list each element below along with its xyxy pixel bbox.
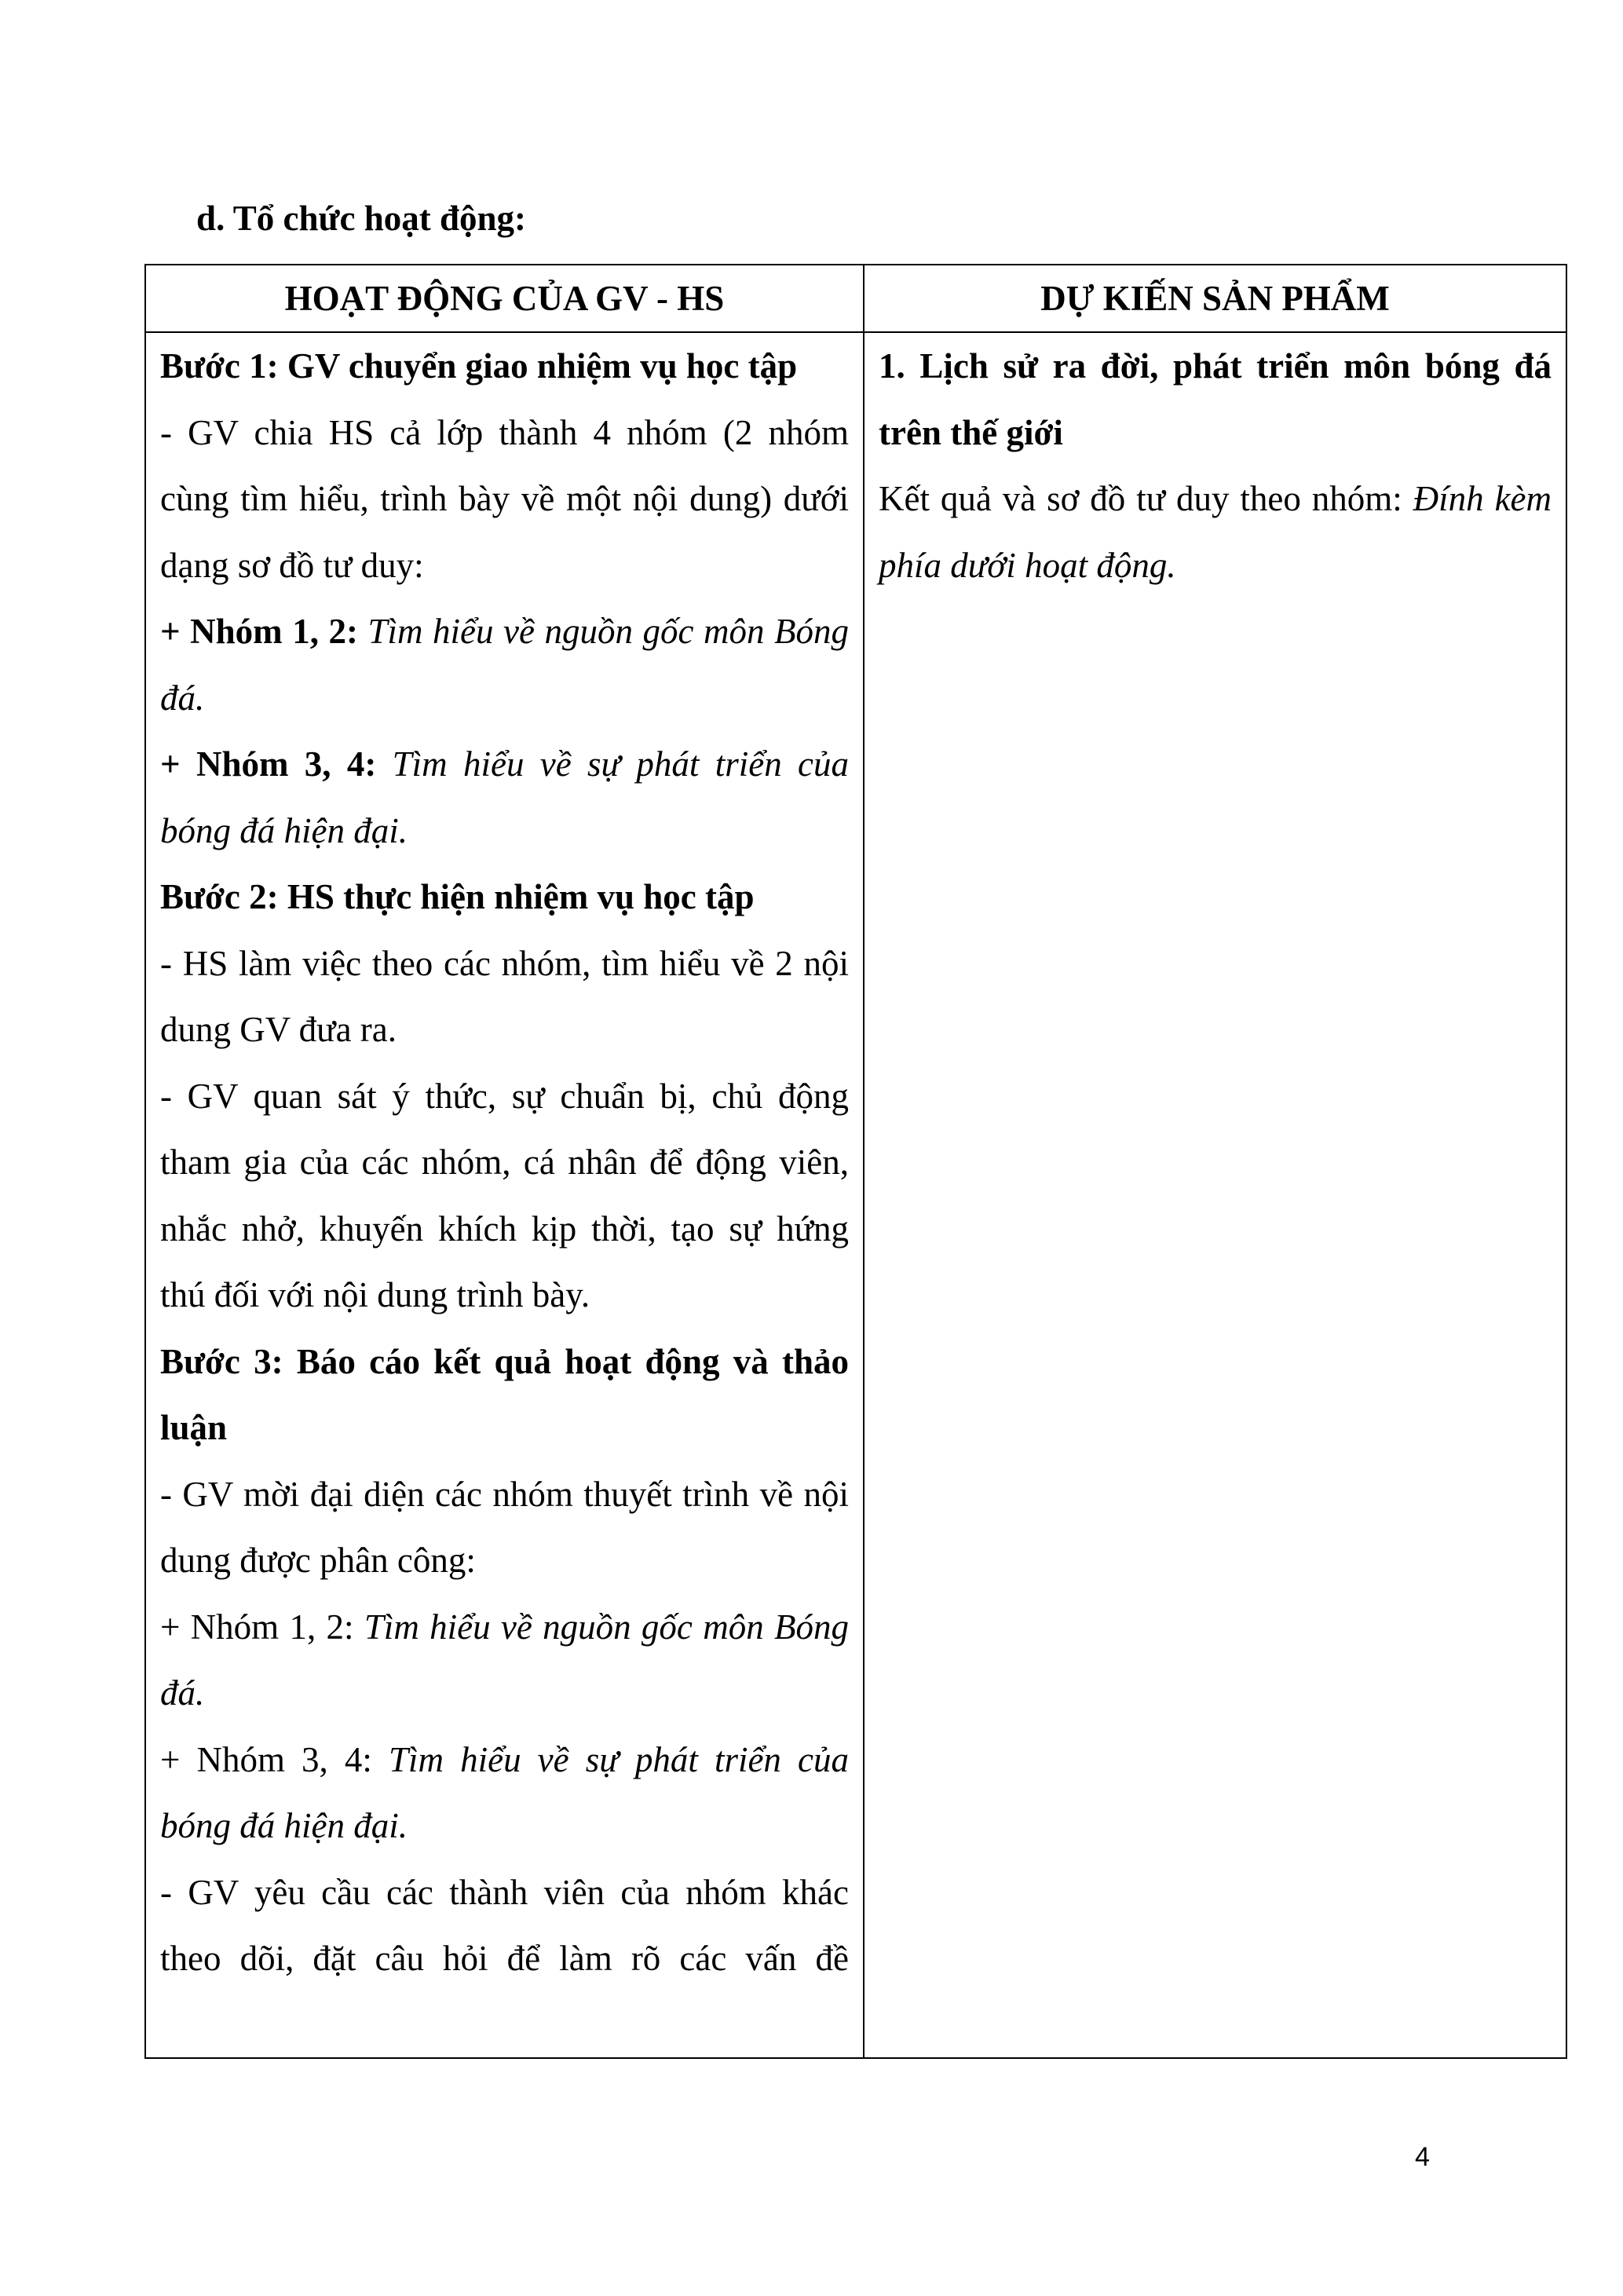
activities-cell bbox=[145, 332, 864, 2058]
header-activities: HOẠT ĐỘNG CỦA GV - HS bbox=[145, 265, 864, 332]
paragraph: - GV yêu cầu các thành viên của nhóm khác theo dõi, đặt câu hỏi để làm rõ các vấn đề bbox=[160, 1872, 849, 1978]
step-2: Bước 2: HS thực hiện nhiệm vụ học tập bbox=[160, 877, 755, 916]
report-group-3-4: + Nhóm 3, 4: Tìm hiểu về sự phát triển của bóng đá hiện đại. bbox=[160, 1739, 849, 1845]
paragraph: - HS làm việc theo các nhóm, tìm hiểu về 2 nội dung GV đưa ra. bbox=[160, 943, 849, 1049]
products-cell bbox=[864, 332, 1566, 2058]
table-header-row bbox=[145, 265, 1566, 332]
table-row bbox=[145, 332, 1566, 2058]
paragraph: - GV mời đại diện các nhóm thuyết trình về nội dung được phân công: bbox=[160, 1474, 849, 1580]
step-1: Bước 1: GV chuyển giao nhiệm vụ học tập bbox=[160, 346, 798, 386]
paragraph: - GV quan sát ý thức, sự chuẩn bị, chủ động tham gia của các nhóm, cá nhân để động viên, nhắc nhở, khuyến khích kịp thời, tạo sự hứng thú đối với nội dung trình bày. bbox=[160, 1076, 849, 1314]
paragraph: - GV chia HS cả lớp thành 4 nhóm (2 nhóm cùng tìm hiểu, trình bày về một nội dung) dưới dạng sơ đồ tư duy: bbox=[160, 412, 849, 585]
product-heading: 1. Lịch sử ra đời, phát triển môn bóng đá trên thế giới bbox=[879, 346, 1552, 452]
group-3-4: + Nhóm 3, 4: Tìm hiểu về sự phát triển của bóng đá hiện đại. bbox=[160, 744, 849, 850]
group-1-2: + Nhóm 1, 2: Tìm hiểu về nguồn gốc môn Bóng đá. bbox=[160, 612, 850, 718]
activity-table bbox=[144, 264, 1567, 2059]
report-group-1-2: + Nhóm 1, 2: Tìm hiểu về nguồn gốc môn Bóng đá. bbox=[160, 1607, 849, 1713]
step-3: Bước 3: Báo cáo kết quả hoạt động và thảo luận bbox=[160, 1341, 849, 1447]
product-text: Kết quả và sơ đồ tư duy theo nhóm: Đính kèm phía dưới hoạt động. bbox=[879, 479, 1552, 585]
section-title: d. Tổ chức hoạt động: bbox=[196, 199, 527, 238]
page-number: 4 bbox=[1415, 2142, 1430, 2172]
header-expected-products: DỰ KIẾN SẢN PHẨM bbox=[864, 265, 1566, 332]
